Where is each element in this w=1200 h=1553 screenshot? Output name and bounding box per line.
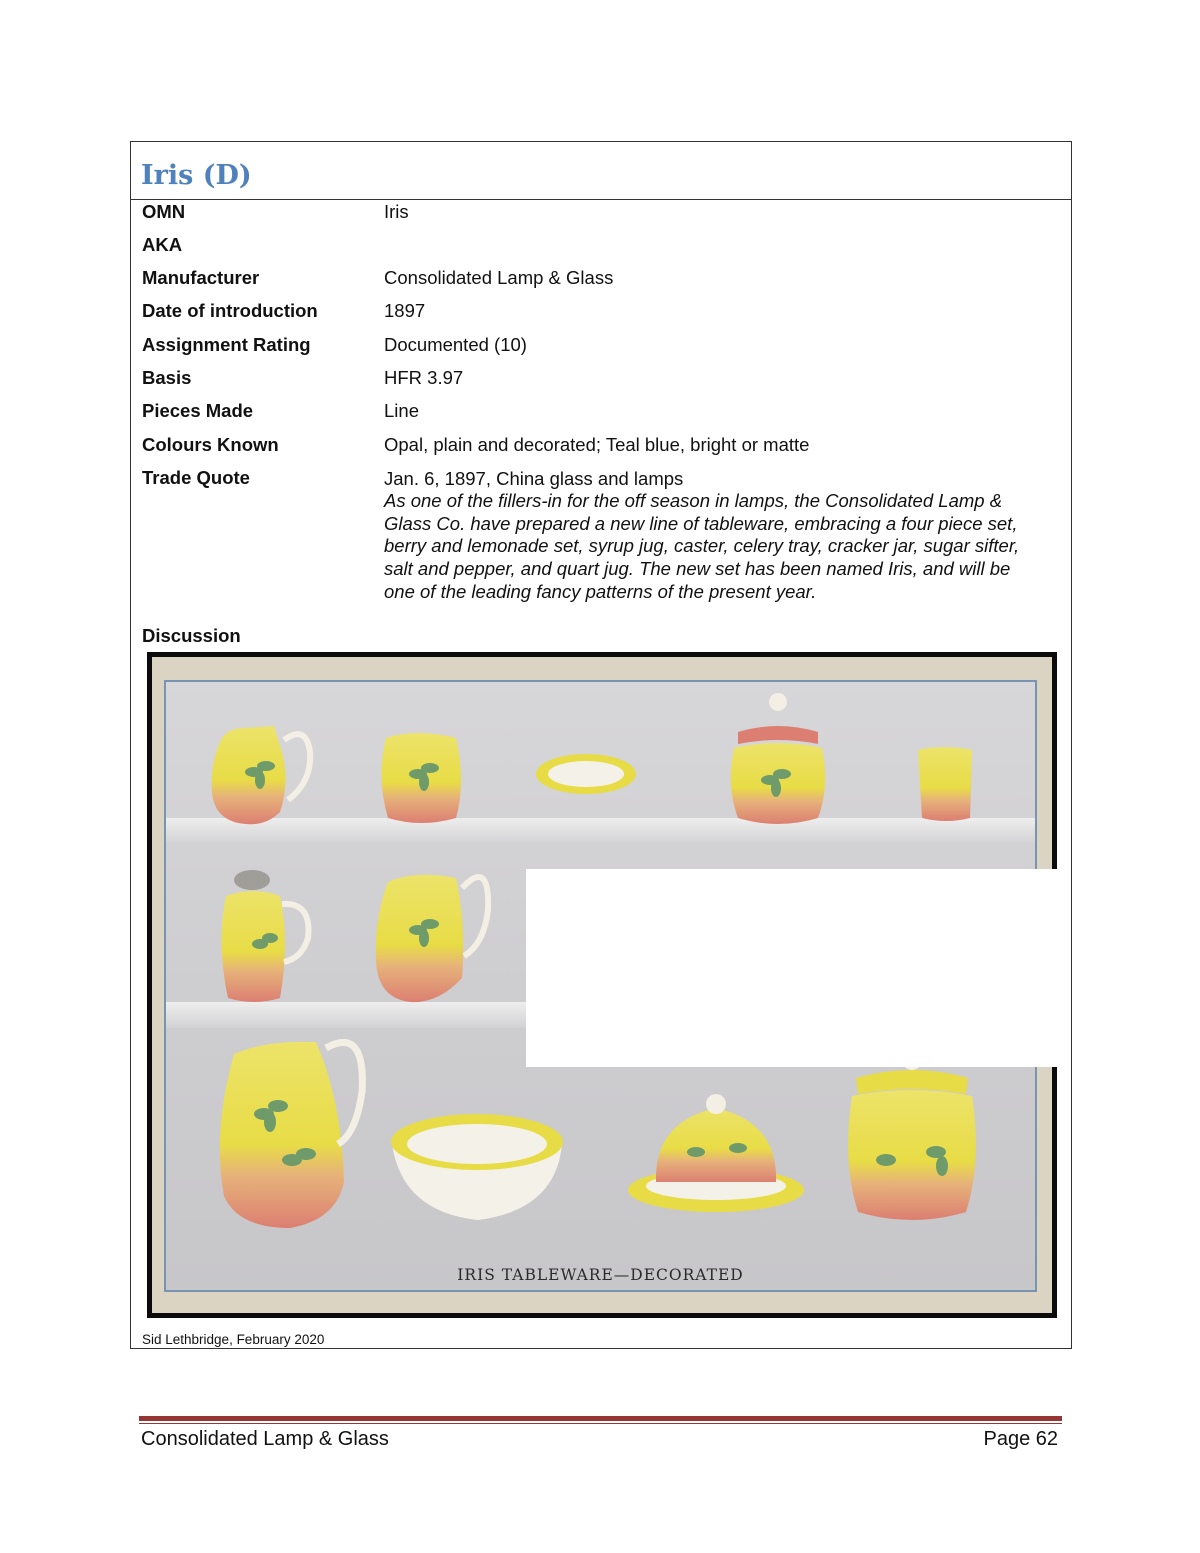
small-dish-piece — [536, 754, 636, 794]
milk-jug-piece — [376, 875, 488, 1002]
footer-page-number: Page 62 — [983, 1428, 1058, 1450]
catalogue-photo — [147, 652, 1057, 1318]
toothpick-piece — [918, 747, 972, 821]
field-label-omn: OMN — [142, 201, 186, 222]
photo-caption: IRIS TABLEWARE—DECORATED — [457, 1266, 744, 1284]
pattern-card — [130, 141, 1072, 1349]
water-pitcher-piece — [220, 1042, 363, 1228]
field-label-pieces: Pieces Made — [142, 400, 254, 421]
field-label-colours: Colours Known — [142, 434, 279, 455]
field-label-date: Date of introduction — [142, 300, 318, 321]
field-label-rating: Assignment Rating — [142, 334, 311, 355]
title-row — [131, 142, 1071, 200]
photo-plate — [164, 680, 1037, 1292]
footer-rule-thick — [139, 1416, 1062, 1421]
field-value-manufacturer: Consolidated Lamp & Glass — [384, 267, 614, 288]
field-value-basis: HFR 3.97 — [384, 367, 464, 388]
photo-mount — [152, 657, 1052, 1313]
field-label-manufacturer: Manufacturer — [142, 267, 260, 288]
field-label-basis: Basis — [142, 367, 192, 388]
field-value-pieces: Line — [384, 400, 419, 421]
field-label-discussion: Discussion — [142, 625, 241, 646]
cracker-jar-small-piece — [731, 693, 825, 824]
footer-rule-thin — [139, 1423, 1062, 1424]
field-label-trade-quote: Trade Quote — [142, 467, 250, 488]
redaction-block — [526, 869, 1067, 1067]
pattern-title: Iris (D) — [141, 160, 252, 191]
trade-quote-text: As one of the fillers-in for the off season in lamps, the Consolidated Lamp & Glass Co. have prepared a new line of tableware, embracing a four piece set, berry and lemonade set, syrup jug, caster, celery tray, cracker jar, sugar sifter, salt and pepper, and quart jug. The new set has been named Iris, and will be one of the leading fancy patterns of the present year. — [384, 490, 1020, 602]
field-value-rating: Documented (10) — [384, 334, 527, 355]
field-label-aka: AKA — [142, 234, 183, 255]
field-value-colours: Opal, plain and decorated; Teal blue, bright or matte — [384, 434, 810, 455]
author-credit: Sid Lethbridge, February 2020 — [142, 1332, 325, 1347]
field-value-omn: Iris — [384, 201, 409, 222]
field-value-date: 1897 — [384, 300, 426, 321]
sugar-bowl-piece — [848, 1050, 976, 1220]
berry-bowl-piece — [391, 1114, 563, 1220]
footer-book-title: Consolidated Lamp & Glass — [141, 1428, 389, 1450]
butter-dish-piece — [628, 1094, 804, 1212]
trade-quote-source: Jan. 6, 1897, China glass and lamps — [384, 468, 684, 489]
